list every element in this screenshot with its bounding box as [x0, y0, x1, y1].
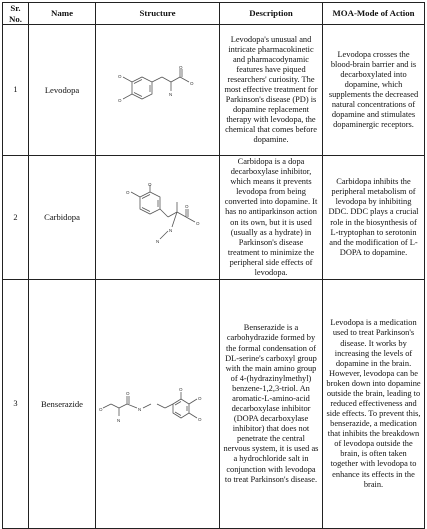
sr-no-cell: 1 — [3, 25, 29, 156]
header-structure: Structure — [96, 3, 220, 25]
drug-comparison-table — [2, 2, 425, 529]
structure-atom-label: O — [147, 182, 152, 187]
structure-atom-label: O — [197, 396, 202, 402]
moa-cell: Levodopa is a medication used to treat Parkinson's disease. It works by increasing the levels of dopamine in the brain. However, levodopa can be broken down into dopamine outside the brain, leading to reduced effectiveness and side effects. To prevent this, benserazide, a medication that inhibits the breakdown of levodopa outside the brain, is often taken together with levodopa to enhance its effects in the brain. — [323, 280, 425, 529]
structure-atom-label: O — [184, 203, 189, 209]
header-sr-no: Sr. No. — [3, 3, 29, 25]
table-row — [3, 156, 425, 280]
carbidopa-structure-image — [108, 183, 208, 253]
structure-atom-label: N — [155, 238, 159, 244]
structure-atom-label: O — [178, 387, 183, 393]
structure-atom-label: O — [125, 391, 130, 397]
description-cell: Carbidopa is a dopa decarboxylase inhibitor, which means it prevents levodopa from being converted into dopamine. It has no antiparkinson action on its own, but it is used (usually as a hydrate) in Parkinson's disease treatment to minimize the peripheral side effects of levodopa. — [220, 156, 323, 280]
header-name: Name — [29, 3, 96, 25]
structure-cell — [96, 156, 220, 280]
structure-atom-label: N — [168, 92, 172, 98]
drug-name-cell: Benserazide — [29, 280, 96, 529]
drug-name-cell: Levodopa — [29, 25, 96, 156]
moa-cell: Levodopa crosses the blood-brain barrier and is decarboxylated into dopamine, which supplements the decreased natural concentrations of dopamine and stimulates dopaminergic receptors. — [323, 25, 425, 156]
header-description: Description — [220, 3, 323, 25]
sr-no-cell: 3 — [3, 280, 29, 529]
structure-atom-label: O — [98, 407, 103, 413]
sr-no-cell: 2 — [3, 156, 29, 280]
structure-atom-label: O — [195, 220, 200, 226]
description-cell: Levodopa's unusual and intricate pharmacokinetic and pharmacodynamic features have piqued researchers' curiosity. The most effective treatment for Parkinson's disease (PD) is dopamine replacement therapy with levodopa, the chemical that comes before dopamine. — [220, 25, 323, 156]
structure-atom-label: N — [116, 418, 120, 424]
structure-atom-label: O — [189, 81, 194, 87]
table-row — [3, 280, 425, 529]
structure-atom-label: O — [125, 189, 130, 195]
table-row — [3, 25, 425, 156]
drug-name-cell: Carbidopa — [29, 156, 96, 280]
structure-atom-label: O — [117, 98, 122, 104]
benserazide-structure-image — [99, 384, 217, 424]
header-row — [3, 3, 425, 25]
structure-atom-label: N — [137, 407, 141, 413]
levodopa-structure-image — [106, 65, 210, 115]
structure-cell — [96, 25, 220, 156]
header-moa: MOA-Mode of Action — [323, 3, 425, 25]
structure-atom-label: O — [117, 74, 122, 80]
structure-atom-label: O — [197, 417, 202, 423]
moa-cell: Carbidopa inhibits the peripheral metabolism of levodopa by inhibiting DDC. DDC plays a crucial role in the biosynthesis of L-tryptophan to serotonin and the modification of L-DOPA to dopamine. — [323, 156, 425, 280]
structure-cell — [96, 280, 220, 529]
structure-atom-label: O — [178, 65, 183, 71]
structure-atom-label: N — [168, 227, 172, 233]
description-cell: Benserazide is a carbohydrazide formed by the formal condensation of DL-serine's carboxyl group with the main amino group of 4-(hydrazinylmethyl) benzene-1,2,3-triol. An aromatic-L-amino-acid decarboxylase inhibitor (DOPA decarboxylase inhibitor) that does not penetrate the central nervous system, it is used as a hydrochloride salt in conjunction with levodopa to treat Parkinson's disease. — [220, 280, 323, 529]
